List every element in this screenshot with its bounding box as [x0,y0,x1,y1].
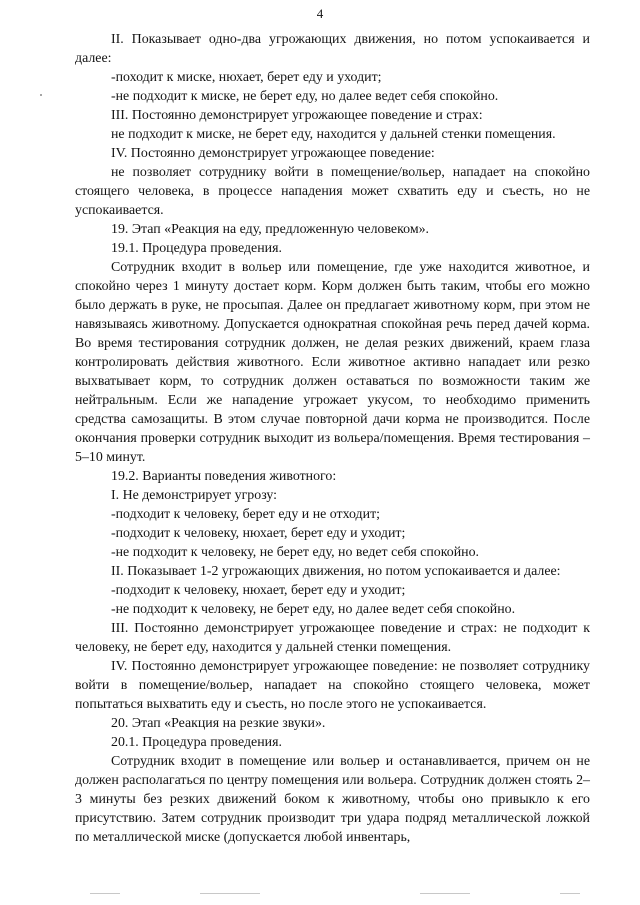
list-item: -подходит к человеку, нюхает, берет еду и уходит; [111,526,406,541]
variant-iii-text: III. Постоянно демонстрирует угрожающее поведение и страх: не подходит к человеку, не берет еду, находится у дальней стенки помещения. [75,621,590,655]
scan-artifact [560,893,580,894]
variant-i-heading: I. Не демонстрирует угрозу: [111,488,278,503]
procedure-text-20-1: Сотрудник входит в помещение или вольер и останавливается, причем он не должен располагаться по центру помещения или вольера. Сотрудник должен стоять 2–3 минуты без резких движений боком к животному, чтобы оно привыкло к его присутствию. Затем сотрудник производит три удара подряд металлической ложкой по металлической миске (допускается любой инвентарь, [75,754,590,845]
section-heading-20: 20. Этап «Реакция на резкие звуки». [111,716,326,731]
list-item: -подходит к человеку, берет еду и не отходит; [111,507,380,522]
scan-artifact [90,893,120,894]
paragraph-ii-intro: II. Показывает одно-два угрожающих движения, но потом успокаивается и далее: [75,32,590,66]
scan-artifact [200,893,260,894]
list-item: -не подходит к миске, не берет еду, но далее ведет себя спокойно. [111,89,499,104]
subsection-heading-20-1: 20.1. Процедура проведения. [111,735,282,750]
paragraph-iv-detail: не позволяет сотруднику войти в помещение/вольер, нападает на спокойно стоящего человека, в процессе нападения может схватить еду и съесть, но не успокаивается. [75,165,590,218]
list-item: -подходит к человеку, нюхает, берет еду и уходит; [111,583,406,598]
subsection-heading-19-2: 19.2. Варианты поведения животного: [111,469,337,484]
procedure-text-19-1: Сотрудник входит в вольер или помещение, где уже находится животное, и спокойно через 1 минуту достает корм. Корм должен быть таким, чтобы его можно было держать в руке, не просыпая. Далее он предлагает животному корм, при этом не навязываясь животному. Допускается однократная спокойная речь перед дачей корма. Во время тестирования сотрудник должен, не делая резких движений, краем глаза контролировать действия животного. Если животное активно нападает или резко выхватывает корм, то сотрудник должен оставаться по возможности таким же нейтральным. Если же нападение угрожает укусом, то необходимо применить средства самозащиты. В этом случае повторной дачи корма не производится. После окончания проверки сотрудник выходит из вольера/помещения. Время тестирования –5–10 минут. [75,260,590,465]
variant-iv-text: IV. Постоянно демонстрирует угрожающее поведение: не позволяет сотруднику войти в помещение/вольер, нападает на спокойно стоящего человека, может попытаться выхватить еду и съесть, но после этого не успокаивается. [75,659,590,712]
paragraph-iv-intro: IV. Постоянно демонстрирует угрожающее поведение: [111,146,435,161]
scan-speck [40,94,42,96]
list-item: -не подходит к человеку, не берет еду, но ведет себя спокойно. [111,545,480,560]
paragraph-iii-intro: III. Постоянно демонстрирует угрожающее поведение и страх: [111,108,483,123]
list-item: -походит к миске, нюхает, берет еду и уходит; [111,70,382,85]
document-body [75,30,590,847]
variant-ii-heading: II. Показывает 1-2 угрожающих движения, но потом успокаивается и далее: [111,564,561,579]
list-item: -не подходит к человеку, не берет еду, но далее ведет себя спокойно. [111,602,516,617]
page-number: 4 [316,6,324,21]
section-heading-19: 19. Этап «Реакция на еду, предложенную человеком». [111,222,430,237]
paragraph-iii-detail: не подходит к миске, не берет еду, находится у дальней стенки помещения. [111,127,556,142]
subsection-heading-19-1: 19.1. Процедура проведения. [111,241,282,256]
scan-artifact [420,893,470,894]
